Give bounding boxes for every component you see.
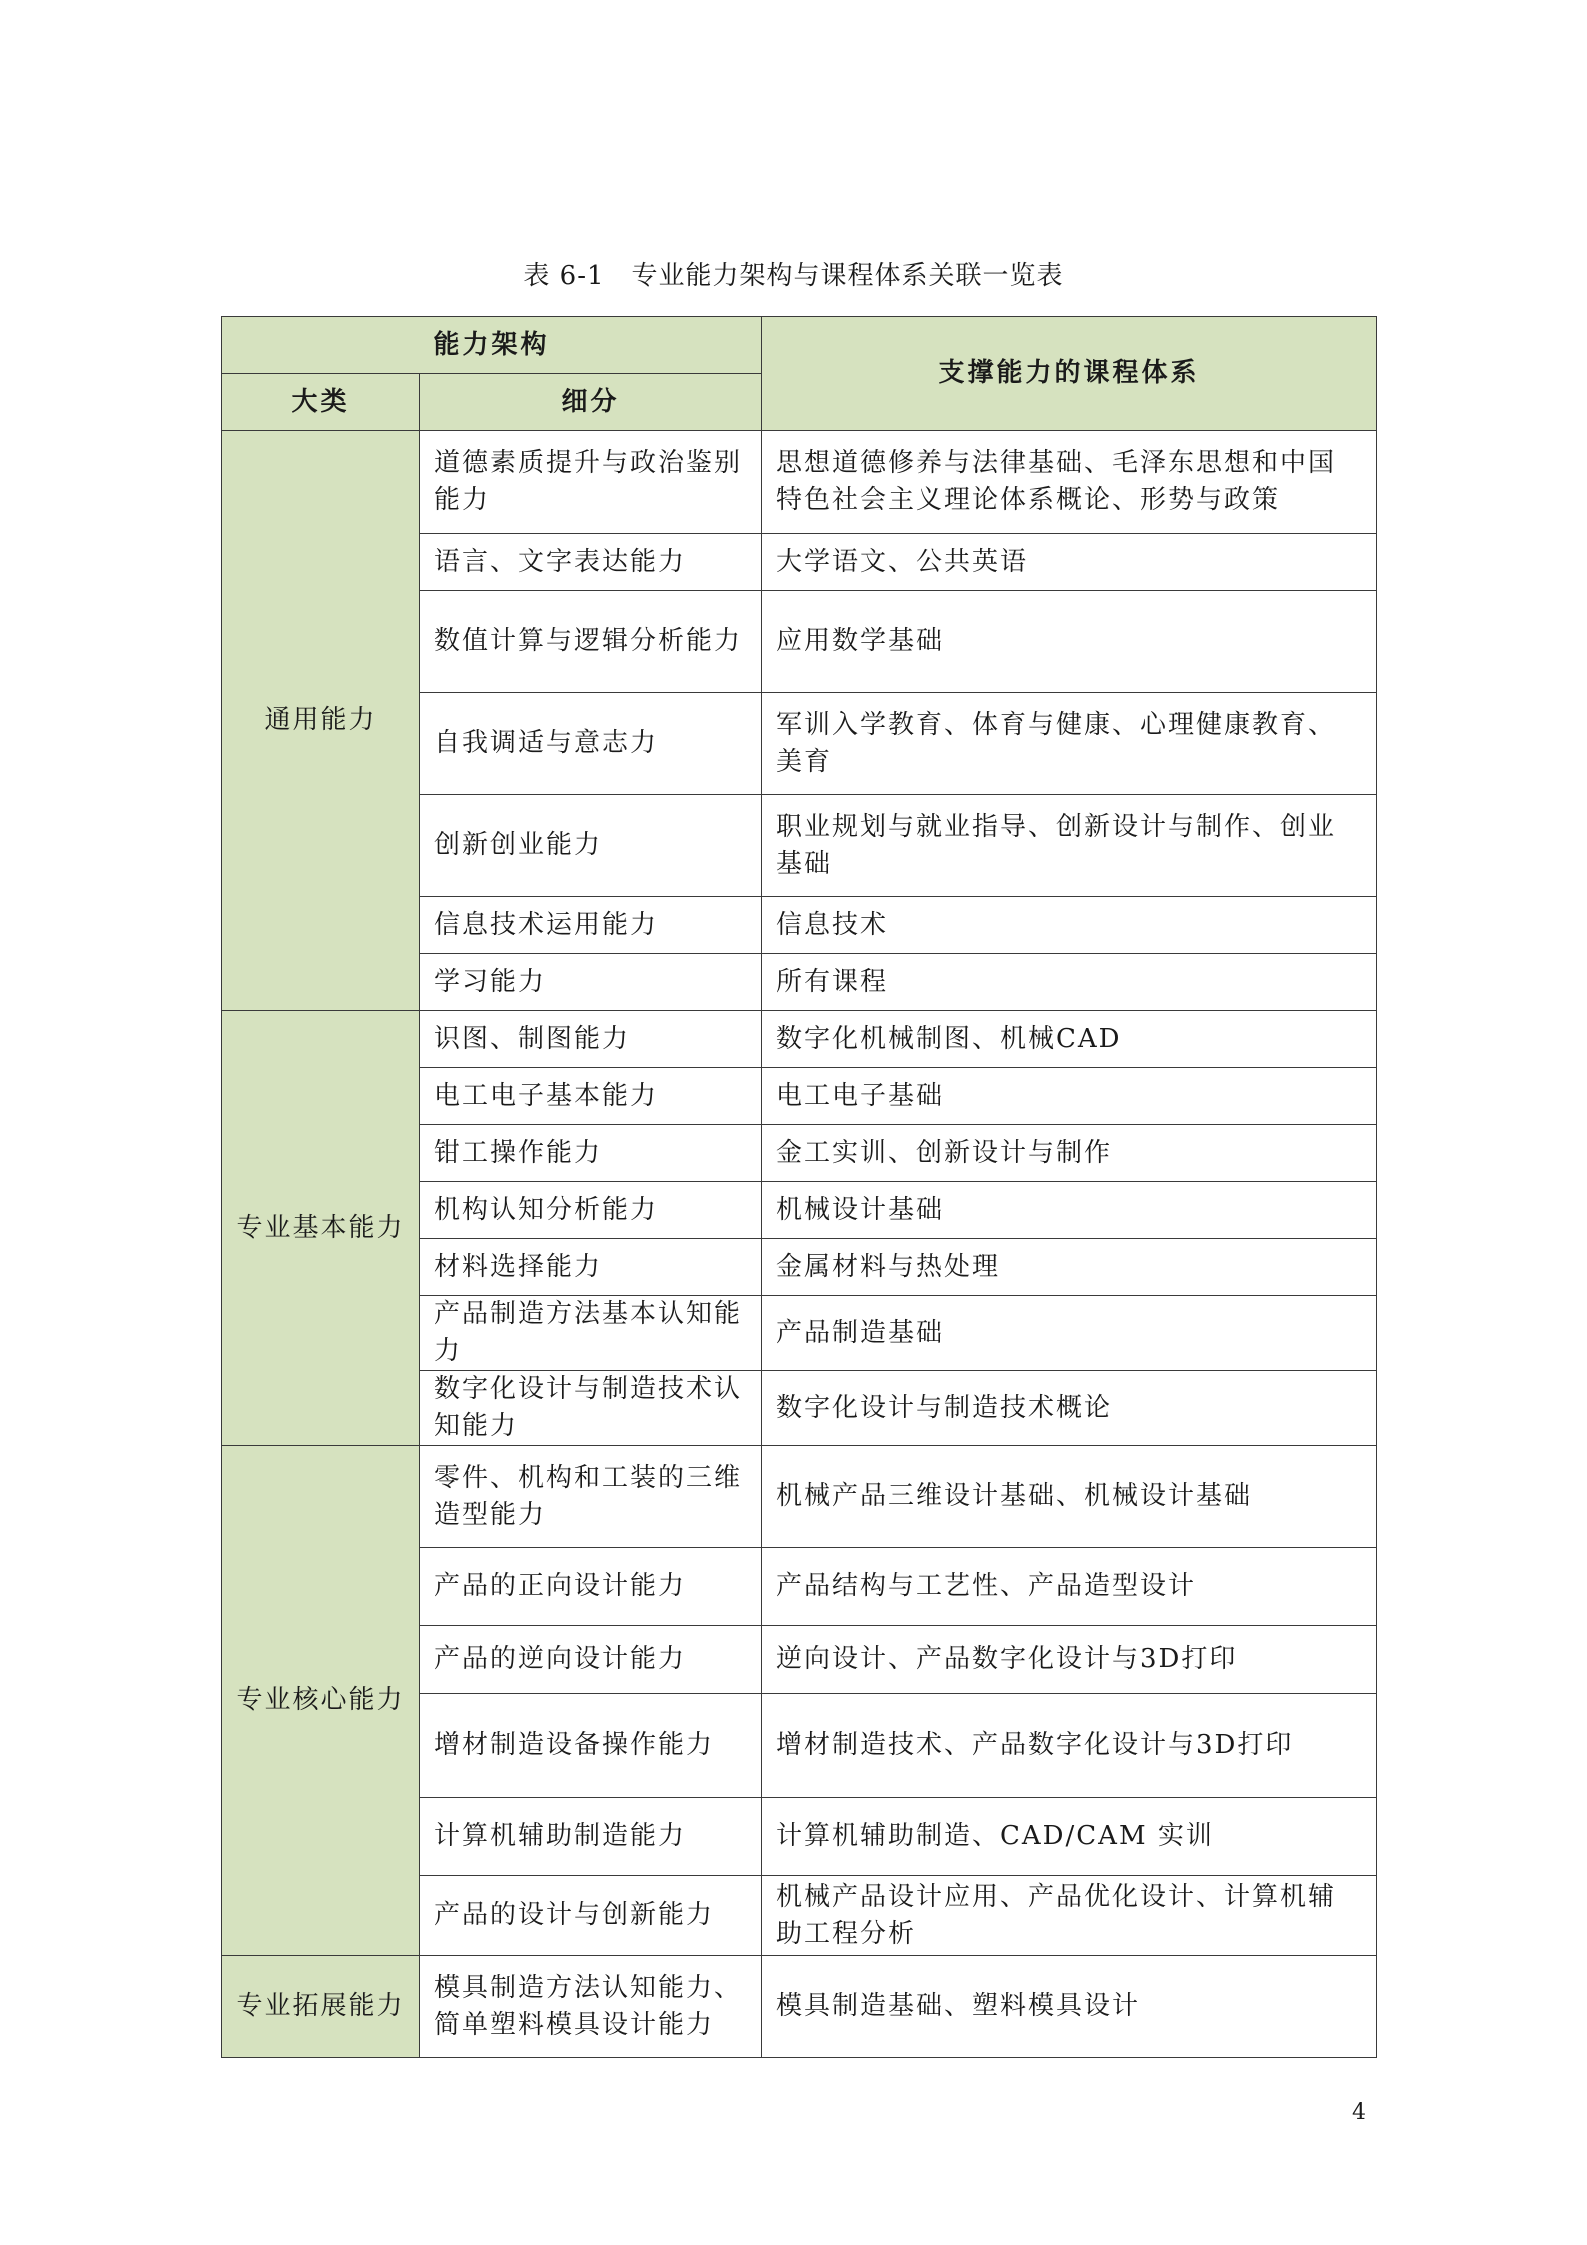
subdivision-cell: 增材制造设备操作能力 [420,1694,762,1798]
subdivision-cell: 零件、机构和工装的三维造型能力 [420,1446,762,1548]
course-cell: 所有课程 [762,954,1377,1011]
course-cell: 机械产品三维设计基础、机械设计基础 [762,1446,1377,1548]
course-cell: 大学语文、公共英语 [762,534,1377,591]
category-cell: 专业核心能力 [222,1446,420,1956]
header-ability-framework: 能力架构 [222,317,762,374]
subdivision-cell: 识图、制图能力 [420,1011,762,1068]
course-cell: 思想道德修养与法律基础、毛泽东思想和中国特色社会主义理论体系概论、形势与政策 [762,431,1377,534]
subdivision-cell: 产品的设计与创新能力 [420,1876,762,1956]
table-body [222,431,1377,2058]
header-subdivision: 细分 [420,374,762,431]
header-major-category: 大类 [222,374,420,431]
course-cell: 机械产品设计应用、产品优化设计、计算机辅助工程分析 [762,1876,1377,1956]
subdivision-cell: 材料选择能力 [420,1239,762,1296]
subdivision-cell: 数值计算与逻辑分析能力 [420,591,762,693]
category-cell: 专业基本能力 [222,1011,420,1446]
course-cell: 机械设计基础 [762,1182,1377,1239]
course-cell: 计算机辅助制造、CAD/CAM 实训 [762,1798,1377,1876]
table-caption: 表 6-1 专业能力架构与课程体系关联一览表 [523,261,1064,291]
subdivision-cell: 机构认知分析能力 [420,1182,762,1239]
table-row [222,1956,1377,2058]
course-cell: 金属材料与热处理 [762,1239,1377,1296]
course-cell: 军训入学教育、体育与健康、心理健康教育、美育 [762,693,1377,795]
course-cell: 数字化设计与制造技术概论 [762,1371,1377,1446]
subdivision-cell: 信息技术运用能力 [420,897,762,954]
subdivision-cell: 电工电子基本能力 [420,1068,762,1125]
subdivision-cell: 计算机辅助制造能力 [420,1798,762,1876]
subdivision-cell: 道德素质提升与政治鉴别能力 [420,431,762,534]
course-cell: 模具制造基础、塑料模具设计 [762,1956,1377,2058]
subdivision-cell: 钳工操作能力 [420,1125,762,1182]
table-row [222,431,1377,534]
subdivision-cell: 语言、文字表达能力 [420,534,762,591]
table-row [222,1011,1377,1068]
subdivision-cell: 模具制造方法认知能力、简单塑料模具设计能力 [420,1956,762,2058]
course-cell: 金工实训、创新设计与制作 [762,1125,1377,1182]
header-supporting-courses: 支撑能力的课程体系 [762,317,1377,431]
subdivision-cell: 数字化设计与制造技术认知能力 [420,1371,762,1446]
course-cell: 产品制造基础 [762,1296,1377,1371]
subdivision-cell: 学习能力 [420,954,762,1011]
subdivision-cell: 产品的逆向设计能力 [420,1626,762,1694]
subdivision-cell: 创新创业能力 [420,795,762,897]
course-cell: 信息技术 [762,897,1377,954]
subdivision-cell: 自我调适与意志力 [420,693,762,795]
course-cell: 职业规划与就业指导、创新设计与制作、创业基础 [762,795,1377,897]
course-cell: 电工电子基础 [762,1068,1377,1125]
subdivision-cell: 产品的正向设计能力 [420,1548,762,1626]
category-cell: 专业拓展能力 [222,1956,420,2058]
course-cell: 数字化机械制图、机械CAD [762,1011,1377,1068]
ability-course-table [221,316,1377,2058]
course-cell: 增材制造技术、产品数字化设计与3D打印 [762,1694,1377,1798]
subdivision-cell: 产品制造方法基本认知能力 [420,1296,762,1371]
page-number: 4 [1352,2100,1366,2125]
table-row [222,1446,1377,1548]
category-cell: 通用能力 [222,431,420,1011]
course-cell: 产品结构与工艺性、产品造型设计 [762,1548,1377,1626]
course-cell: 逆向设计、产品数字化设计与3D打印 [762,1626,1377,1694]
course-cell: 应用数学基础 [762,591,1377,693]
